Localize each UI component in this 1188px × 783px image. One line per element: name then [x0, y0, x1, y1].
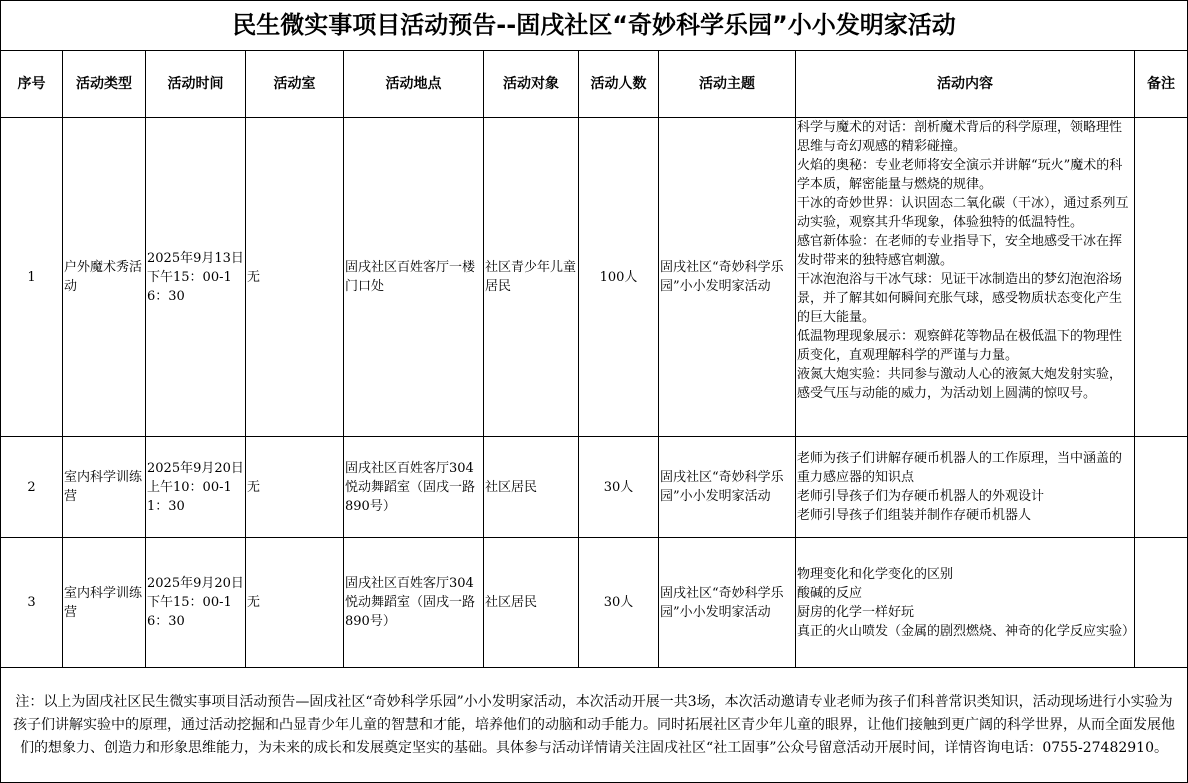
header-count: 活动人数: [579, 51, 659, 118]
activity-time: 2025年9月20日上午10：00-11：30: [146, 437, 246, 538]
activity-place: 固戌社区百姓客厅304悦动舞蹈室（固戌一路890号）: [344, 437, 484, 538]
header-room: 活动室: [246, 51, 344, 118]
activity-room: 无: [246, 118, 344, 437]
table-row: [1, 437, 1188, 538]
content-item: 厨房的化学一样好玩: [797, 604, 915, 620]
activity-count: 30人: [579, 437, 659, 538]
row-number: 2: [1, 437, 63, 538]
activity-room: 无: [246, 538, 344, 668]
activity-type: 室内科学训练营: [63, 538, 146, 668]
activity-remark: [1135, 118, 1188, 437]
activity-content: [796, 538, 1135, 668]
sheet-title: 民生微实事项目活动预告--固戌社区“奇妙科学乐园”小小发明家活动: [1, 1, 1188, 51]
content-item: 酸碱的反应: [797, 585, 863, 601]
activity-count: 30人: [579, 538, 659, 668]
activity-audience: 社区居民: [484, 437, 579, 538]
activity-theme: 固戌社区“奇妙科学乐园”小小发明家活动: [659, 538, 796, 668]
row-number: 1: [1, 118, 63, 437]
activity-remark: [1135, 538, 1188, 668]
activity-room: 无: [246, 437, 344, 538]
activity-content: [796, 437, 1135, 538]
activity-theme: 固戌社区“奇妙科学乐园”小小发明家活动: [659, 437, 796, 538]
content-item: 真正的火山喷发（金属的剧烈燃烧、神奇的化学反应实验）: [797, 623, 1136, 639]
content-item: 老师为孩子们讲解存硬币机器人的工作原理，当中涵盖的重力感应器的知识点: [797, 451, 1123, 485]
activity-theme: 固戌社区“奇妙科学乐园”小小发明家活动: [659, 118, 796, 437]
footer-note: 注：以上为固戌社区民生微实事项目活动预告—固戌社区“奇妙科学乐园”小小发明家活动，本次活动开展一共3场，本次活动邀请专业老师为孩子们科普常识类知识，活动现场进行小实验为孩子们讲解实验中的原理，通过活动挖掘和凸显青少年儿童的智慧和才能，培养他们的动脑和动手能力。同时拓展社区青少年儿童的眼界，让他们接触到更广阔的科学世界，从而全面发展他们的想象力、创造力和形象思维能力，为未来的成长和发展奠定坚实的基础。具体参与活动详情请关注固戌社区“社工固事”公众号留意活动开展时间，详情咨询电话：0755-27482910。: [1, 668, 1188, 783]
header-audience: 活动对象: [484, 51, 579, 118]
activity-audience: 社区青少年儿童居民: [484, 118, 579, 437]
content-item: 物理变化和化学变化的区别: [797, 566, 954, 582]
content-item: 液氮大炮实验：共同参与激动人心的液氮大炮发射实验，感受气压与动能的威力，为活动划上圆满的惊叹号。: [797, 367, 1123, 401]
activity-remark: [1135, 437, 1188, 538]
activity-type: 室内科学训练营: [63, 437, 146, 538]
content-item: 火焰的奥秘：专业老师将安全演示并讲解“玩火”魔术的科学本质，解密能量与燃烧的规律。: [797, 158, 1123, 192]
activity-count: 100人: [579, 118, 659, 437]
header-remark: 备注: [1135, 51, 1188, 118]
content-item: 老师引导孩子们为存硬币机器人的外观设计: [797, 489, 1045, 504]
table-row: [1, 538, 1188, 668]
content-item: 感官新体验：在老师的专业指导下，安全地感受干冰在挥发时带来的独特感官刺激。: [797, 234, 1123, 268]
row-number: 3: [1, 538, 63, 668]
activity-audience: 社区居民: [484, 538, 579, 668]
activity-time: 2025年9月20日下午15：00-16：30: [146, 538, 246, 668]
content-item: 干冰泡泡浴与干冰气球：见证干冰制造出的梦幻泡泡浴场景，并了解其如何瞬间充胀气球，感受物质状态变化产生的巨大能量。: [797, 272, 1123, 325]
content-item: 干冰的奇妙世界：认识固态二氧化碳（干冰），通过系列互动实验，观察其升华现象，体验独特的低温特性。: [797, 196, 1129, 230]
header-place: 活动地点: [344, 51, 484, 118]
header-content: 活动内容: [796, 51, 1135, 118]
activity-time: 2025年9月13日下午15：00-16：30: [146, 118, 246, 437]
table-row: [1, 118, 1188, 437]
header-time: 活动时间: [146, 51, 246, 118]
header-type: 活动类型: [63, 51, 146, 118]
content-item: 低温物理现象展示：观察鲜花等物品在极低温下的物理性质变化，直观理解科学的严谨与力量。: [797, 329, 1123, 363]
content-item: 科学与魔术的对话：剖析魔术背后的科学原理，领略理性思维与奇幻观感的精彩碰撞。: [797, 120, 1123, 154]
header-row: [1, 51, 1188, 118]
activity-place: 固戌社区百姓客厅304悦动舞蹈室（固戌一路890号）: [344, 538, 484, 668]
activity-type: 户外魔术秀活动: [63, 118, 146, 437]
content-item: 老师引导孩子们组装并制作存硬币机器人: [797, 508, 1032, 523]
activity-content: [796, 118, 1135, 437]
activity-place: 固戌社区百姓客厅一楼门口处: [344, 118, 484, 437]
header-no: 序号: [1, 51, 63, 118]
header-theme: 活动主题: [659, 51, 796, 118]
